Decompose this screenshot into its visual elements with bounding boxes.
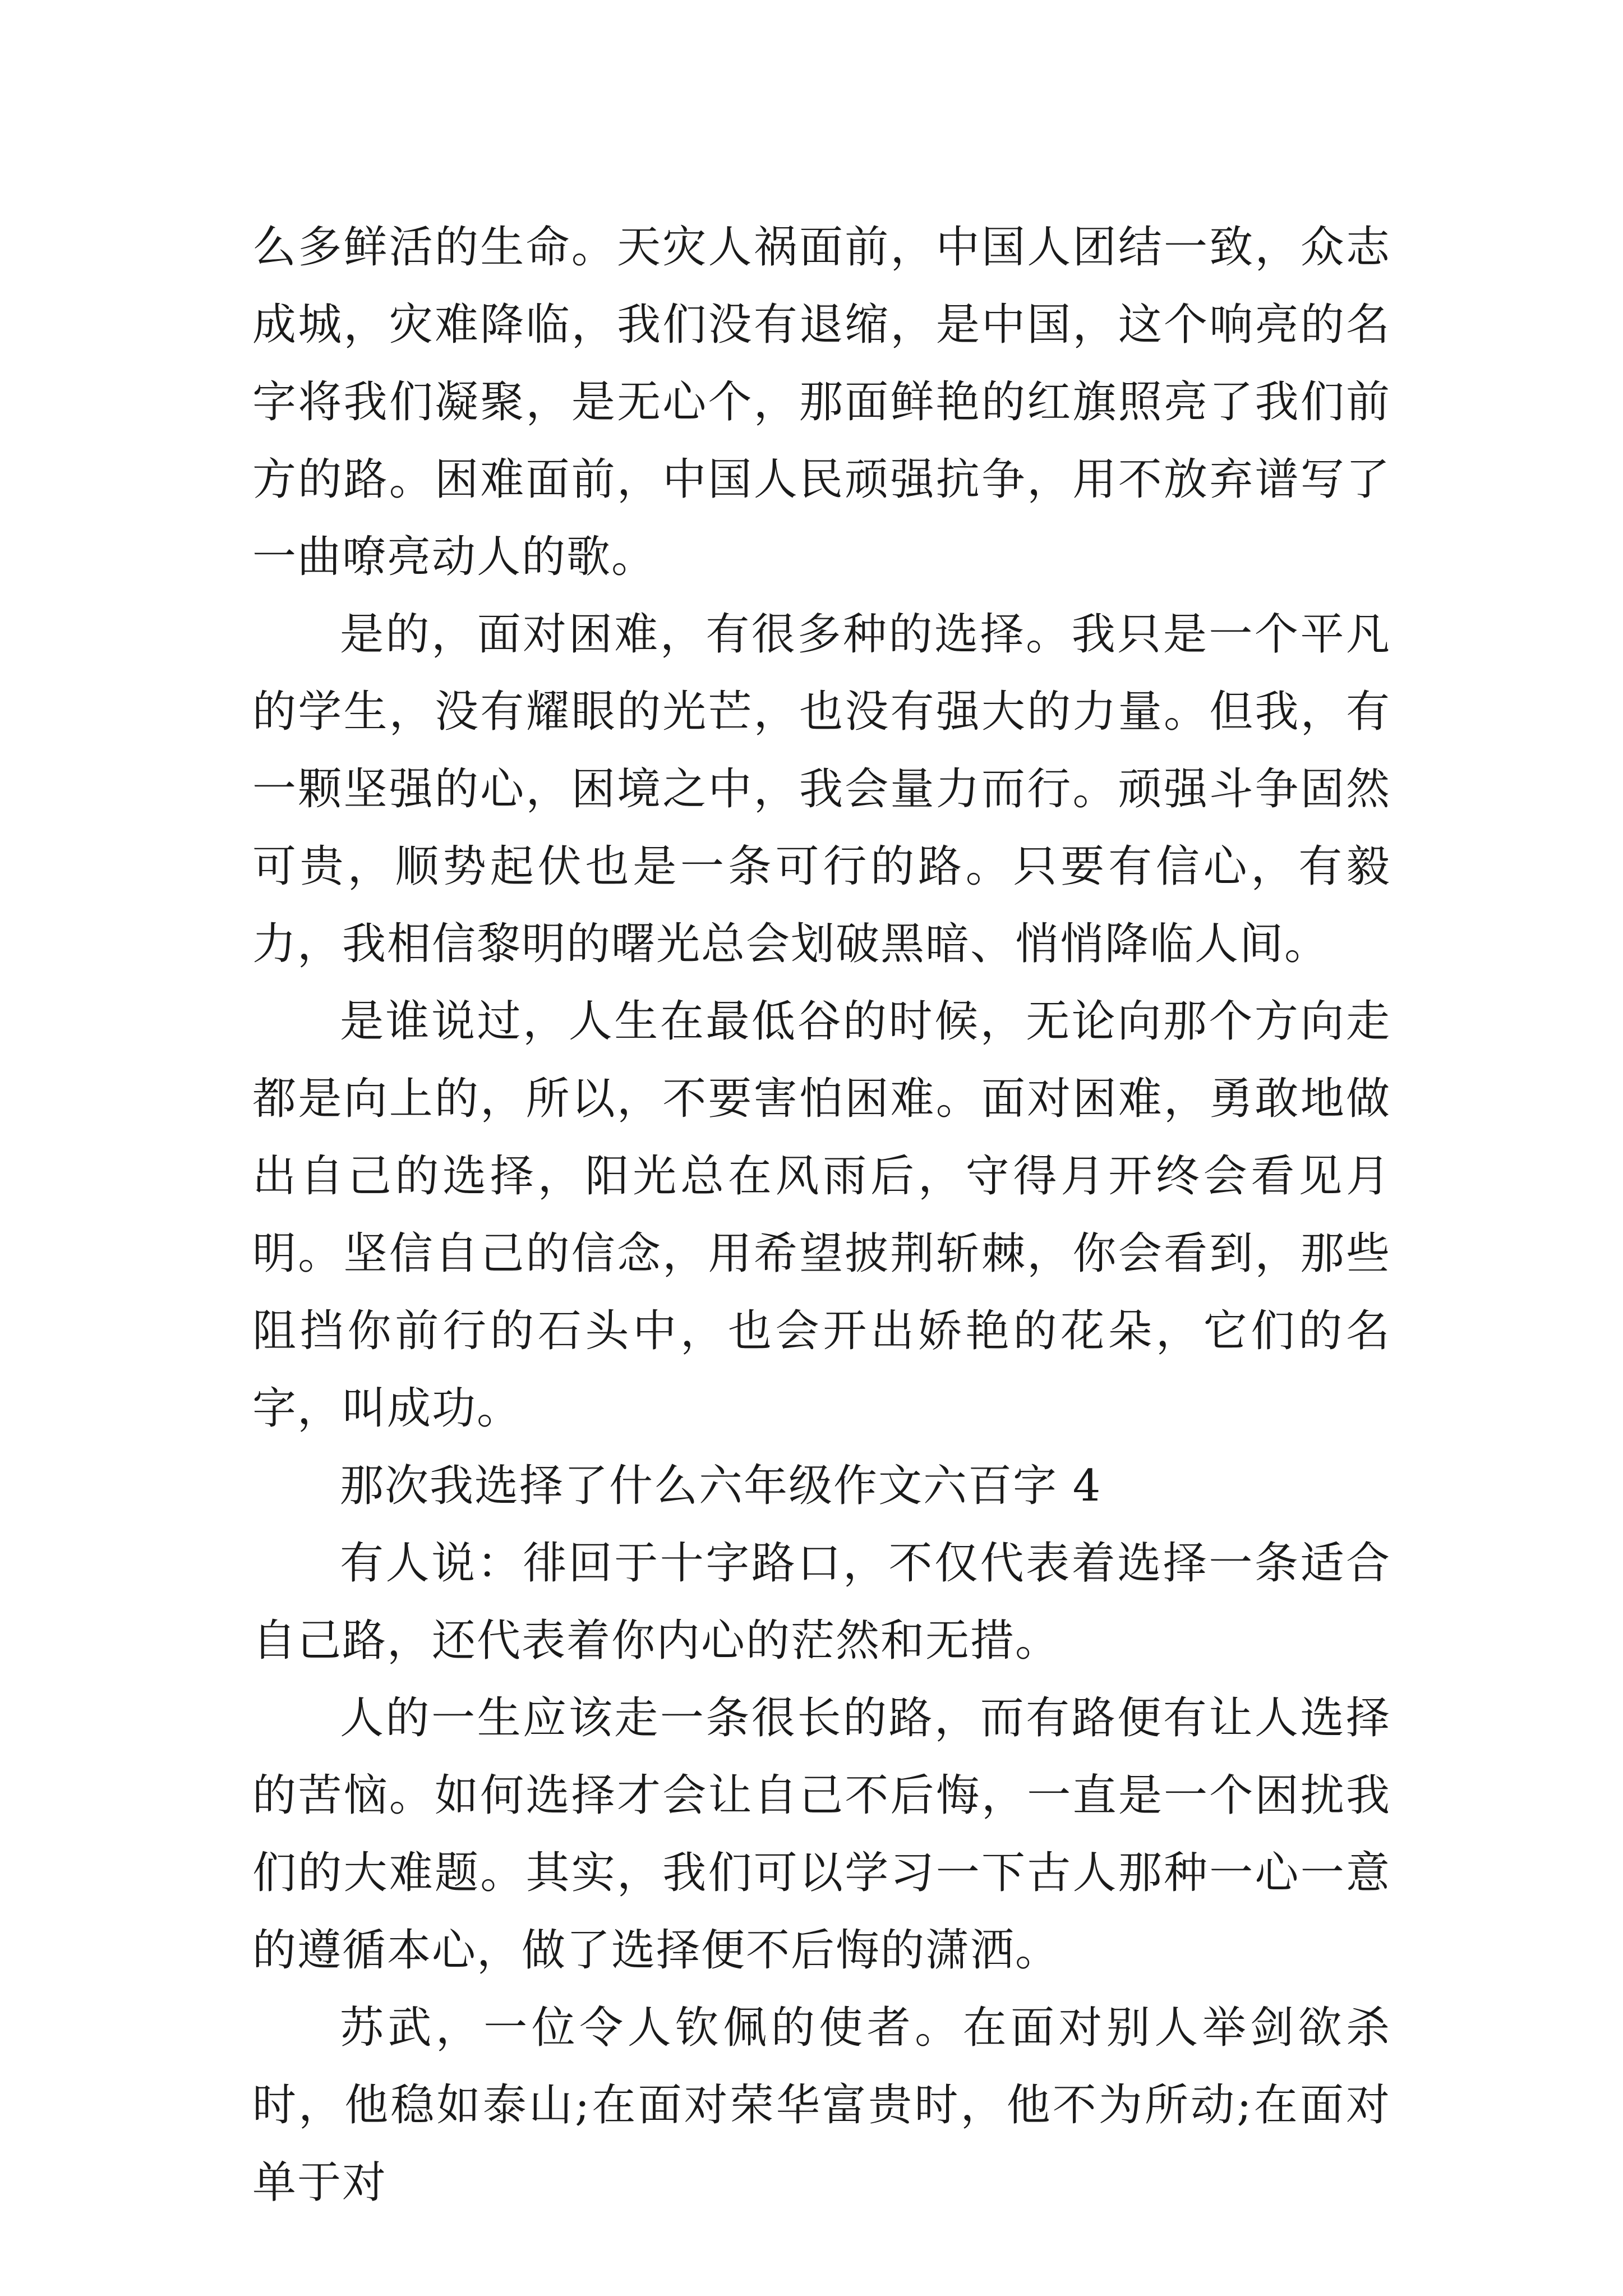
paragraph: 人的一生应该走一条很长的路，而有路便有让人选择的苦恼。如何选择才会让自己不后悔，一直是一个困扰我们的大难题。其实，我们可以学习一下古人那种一心一意的遵循本心，做了选择便不后悔的潇洒。 <box>252 1693 1391 1976</box>
paragraph: 有人说：徘回于十字路口，不仅代表着选择一条适合自己路，还代表着你内心的茫然和无措。 <box>252 1538 1391 1666</box>
paragraph: 是谁说过，人生在最低谷的时候，无论向那个方向走都是向上的，所以，不要害怕困难。面对困难，勇敢地做出自己的选择，阳光总在风雨后，守得月开终会看见月明。坚信自己的信念，用希望披荆斩棘，你会看到，那些阻挡你前行的石头中，也会开出娇艳的花朵，它们的名字，叫成功。 <box>252 996 1391 1434</box>
paragraph: 苏武，一位令人钦佩的使者。在面对别人举剑欲杀时，他稳如泰山;在面对荣华富贵时，他不为所动;在面对单于对 <box>252 2003 1391 2208</box>
paragraph-continued: 么多鲜活的生命。天灾人祸面前，中国人团结一致，众志成城，灾难降临，我们没有退缩，是中国，这个响亮的名字将我们凝聚，是无心个，那面鲜艳的红旗照亮了我们前方的路。困难面前，中国人民顽强抗争，用不放弃谱写了一曲嘹亮动人的歌。 <box>252 222 1391 582</box>
paragraph: 是的，面对困难，有很多种的选择。我只是一个平凡的学生，没有耀眼的光芒，也没有强大的力量。但我，有一颗坚强的心，困境之中，我会量力而行。顽强斗争固然可贵，顺势起伏也是一条可行的路。只要有信心，有毅力，我相信黎明的曙光总会划破黑暗、悄悄降临人间。 <box>252 609 1391 969</box>
section-heading: 那次我选择了什么六年级作文六百字 4 <box>340 1461 1102 1511</box>
document-body <box>252 209 1391 2221</box>
